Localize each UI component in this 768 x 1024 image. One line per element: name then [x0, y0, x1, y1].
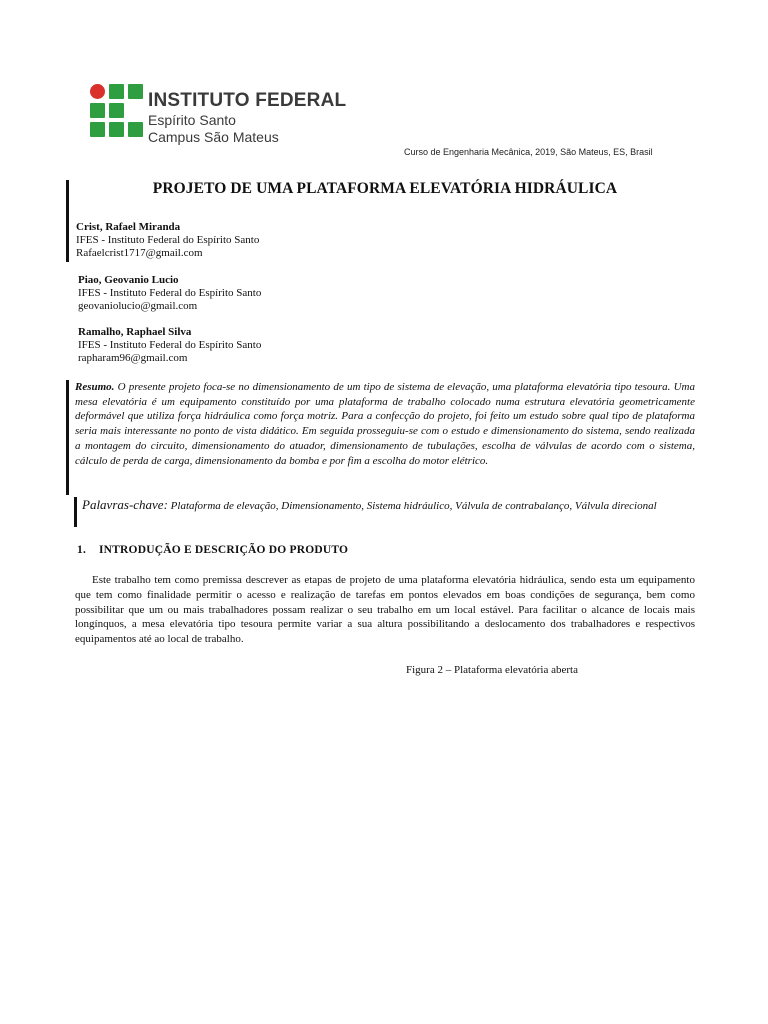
left-rule: [74, 497, 77, 527]
author-email: Rafaelcrist1717@gmail.com: [76, 247, 203, 259]
logo-red-dot: [90, 84, 105, 99]
abstract: [75, 380, 695, 468]
left-rule: [66, 380, 69, 495]
figure-caption: Figura 2 – Plataforma elevatória aberta: [406, 664, 578, 676]
logo-square: [109, 122, 124, 137]
logo-grid-icon: [90, 84, 144, 140]
author-name: Ramalho, Raphael Silva: [78, 326, 192, 338]
abstract-label: Resumo.: [75, 381, 115, 393]
institution-logo: [90, 84, 350, 148]
section-title: INTRODUÇÃO E DESCRIÇÃO DO PRODUTO: [99, 544, 349, 556]
author-block: [76, 221, 259, 260]
course-line: Curso de Engenharia Mecânica, 2019, São Mateus, ES, Brasil: [404, 147, 653, 157]
logo-square: [128, 122, 143, 137]
left-rule: [66, 180, 69, 222]
logo-square: [109, 84, 124, 99]
logo-square: [128, 84, 143, 99]
intro-paragraph: Este trabalho tem como premissa descrever as etapas de projeto de uma plataforma elevatória hidráulica, sendo esta um equipamento que tem como finalidade permitir o acesso e realização de tarefas em pontos elevados em boas condições de segurança, bem como possibilitar que um ou mais trabalhadores possam realizar o seu trabalho em um local estável. Para facilitar o alcance de locais mais longínquos, a mesa elevatória tipo tesoura permite variar a sua altura possibilitando a deslocamento dos trabalhadores e respectivos equipamentos até ao local de trabalho.: [75, 574, 695, 646]
author-name: Piao, Geovanio Lucio: [78, 274, 179, 286]
left-rule: [66, 222, 69, 262]
logo-line-2: Espírito Santo: [148, 112, 236, 128]
logo-line-3: Campus São Mateus: [148, 129, 279, 145]
paper-title: PROJETO DE UMA PLATAFORMA ELEVATÓRIA HIDRÁULICA: [152, 180, 618, 197]
keywords-text: Plataforma de elevação, Dimensionamento, Sistema hidráulico, Válvula de contrabalanço, Válvula direcional: [170, 500, 657, 512]
author-email: geovaniolucio@gmail.com: [78, 300, 198, 312]
logo-square: [90, 103, 105, 118]
author-affiliation: IFES - Instituto Federal do Espírito Santo: [76, 234, 260, 246]
keywords-label: Palavras-chave:: [82, 497, 168, 512]
author-email: rapharam96@gmail.com: [78, 352, 188, 364]
keywords: [82, 498, 694, 513]
abstract-text: O presente projeto foca-se no dimensionamento de um tipo de sistema de elevação, uma plataforma elevatória tipo tesoura. Uma mesa elevatória é um equipamento constituído por uma plataforma de trabalho colocado numa estrutura elevatória geometricamente deformável que utiliza força hidráulica como força motriz. Para a confecção do projeto, foi feito um estudo sobre qual tipo de plataforma seria mais interessante no ponto de vista didático. Em seguida prosseguiu-se com o estudo e dimensionamento do sistema, sendo realizada a montagem do circuito, dimensionamento do atuador, dimensionamento de tubulações, escolha de válvulas de acordo com o sistema, cálculo de perda de carga, dimensionamento da bomba e por fim a escolha do motor elétrico.: [75, 381, 695, 467]
author-name: Crist, Rafael Miranda: [76, 221, 181, 233]
author-affiliation: IFES - Instituto Federal do Espírito Santo: [78, 287, 262, 299]
section-heading: [77, 544, 348, 556]
author-block: [78, 274, 261, 313]
logo-text: [148, 90, 346, 146]
author-block: [78, 326, 261, 365]
author-affiliation: IFES - Instituto Federal do Espírito Santo: [78, 339, 262, 351]
logo-square: [109, 103, 124, 118]
logo-square: [90, 122, 105, 137]
logo-line-1: INSTITUTO FEDERAL: [148, 90, 347, 111]
section-number: 1.: [77, 544, 87, 556]
